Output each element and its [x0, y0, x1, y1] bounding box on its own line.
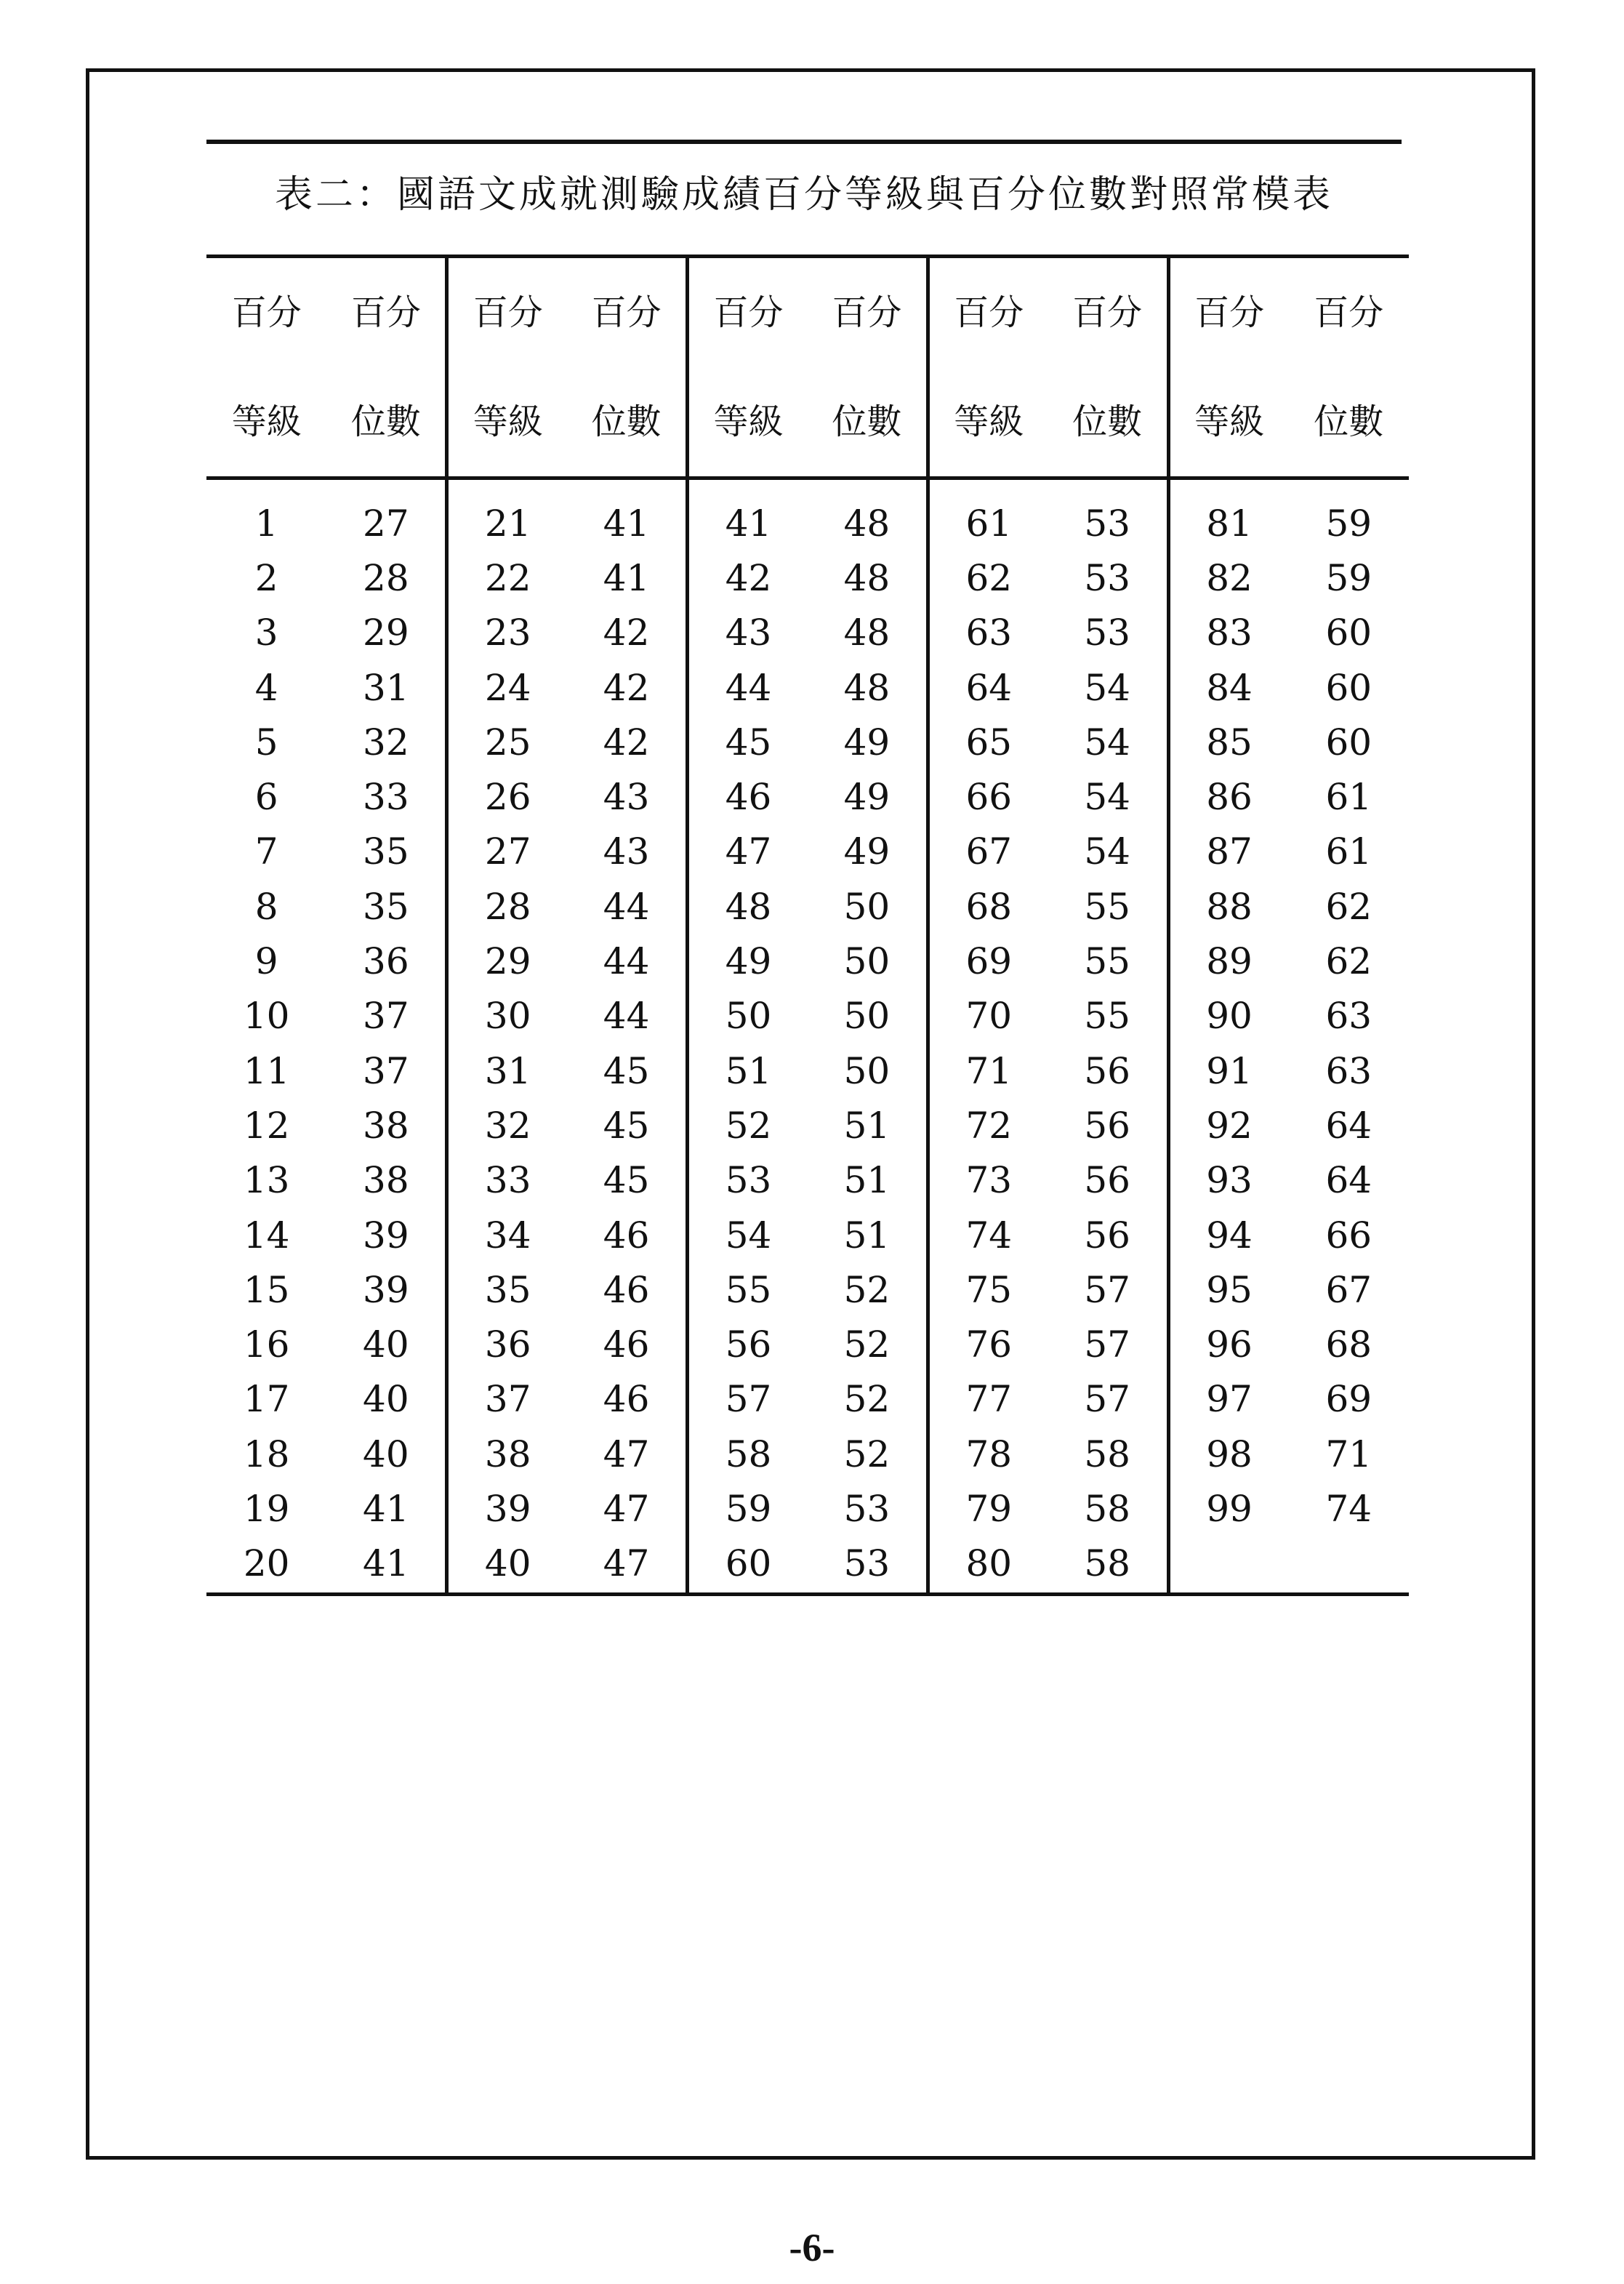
cell-rank: 50: [725, 995, 772, 1038]
header-percentile-rank: [447, 257, 567, 478]
cell-rank: 31: [484, 1049, 531, 1092]
cell-rank: 22: [484, 556, 531, 599]
cell-score: 31: [326, 660, 446, 715]
cell-rank: 73: [965, 1159, 1013, 1202]
table-row: [206, 989, 1409, 1043]
cell-score: 52: [808, 1317, 928, 1371]
cell-rank: 11: [243, 1049, 290, 1092]
table-row: [206, 1427, 1409, 1481]
cell-score: 44: [567, 989, 687, 1043]
cell-rank: 10: [243, 995, 290, 1038]
cell-score: 58: [1048, 1427, 1168, 1481]
cell-rank: 63: [965, 612, 1013, 654]
cell-score: 49: [808, 825, 928, 879]
table-title: 表二：國語文成就測驗成績百分等級與百分位數對照常模表: [274, 173, 1333, 217]
table-row: [206, 1481, 1409, 1536]
norm-table: [206, 255, 1409, 1596]
header-line2: 位數: [1314, 401, 1384, 442]
table-row: [206, 1262, 1409, 1317]
cell-score: 58: [1048, 1536, 1168, 1595]
cell-rank: 77: [965, 1378, 1013, 1421]
cell-score: 50: [808, 989, 928, 1043]
table-row: [206, 1208, 1409, 1262]
cell-rank: 84: [1206, 666, 1253, 709]
cell-score: 48: [808, 478, 928, 551]
cell-score: 41: [326, 1536, 446, 1595]
cell-rank: 35: [484, 1268, 531, 1311]
cell-score: 53: [1048, 606, 1168, 660]
header-line2: 等級: [1194, 401, 1265, 442]
cell-rank: 55: [725, 1268, 772, 1311]
cell-rank: 95: [1206, 1268, 1253, 1311]
cell-rank: 33: [484, 1159, 531, 1202]
cell-rank: 94: [1206, 1214, 1253, 1257]
cell-rank: 14: [243, 1214, 290, 1257]
header-line2: 位數: [832, 401, 902, 442]
cell-rank: 26: [484, 776, 531, 819]
cell-score: 29: [326, 606, 446, 660]
cell-rank: 69: [965, 940, 1013, 983]
cell-rank: 45: [725, 721, 772, 764]
cell-score: 54: [1048, 660, 1168, 715]
cell-score: 64: [1325, 1104, 1372, 1147]
cell-score: 58: [1048, 1481, 1168, 1536]
cell-score: 57: [1048, 1372, 1168, 1427]
norm-table-container: [206, 255, 1409, 1596]
cell-rank: 40: [484, 1542, 531, 1585]
cell-score: 40: [326, 1372, 446, 1427]
cell-score: 46: [567, 1372, 687, 1427]
header-line1: 百分: [713, 292, 784, 333]
cell-rank: 48: [725, 885, 772, 928]
cell-score: 60: [1325, 612, 1372, 654]
cell-rank: 88: [1206, 885, 1253, 928]
cell-score: 46: [567, 1262, 687, 1317]
cell-score: 42: [567, 660, 687, 715]
cell-score: 44: [567, 879, 687, 934]
table-row: [206, 550, 1409, 605]
table-row: [206, 1536, 1409, 1595]
cell-score: 45: [567, 1153, 687, 1208]
cell-rank: 8: [254, 885, 278, 928]
cell-score: 67: [1325, 1268, 1372, 1311]
cell-score: 69: [1325, 1378, 1372, 1421]
table-row: [206, 934, 1409, 988]
cell-rank: 76: [965, 1323, 1013, 1366]
cell-score: 53: [808, 1481, 928, 1536]
cell-rank: 78: [965, 1432, 1013, 1475]
cell-score: 46: [567, 1317, 687, 1371]
cell-rank: 62: [965, 556, 1013, 599]
header-percentile-score: [326, 257, 446, 478]
header-line1: 百分: [473, 292, 543, 333]
table-body: [206, 478, 1409, 1595]
cell-score: 38: [326, 1153, 446, 1208]
cell-score: 71: [1325, 1432, 1372, 1475]
cell-score: 35: [326, 825, 446, 879]
cell-score: 39: [326, 1262, 446, 1317]
cell-score: 41: [567, 550, 687, 605]
cell-score: 28: [326, 550, 446, 605]
header-row: [206, 257, 1409, 478]
cell-rank: 27: [484, 830, 531, 873]
header-line1: 百分: [954, 292, 1024, 333]
table-row: [206, 660, 1409, 715]
cell-score: 57: [1048, 1317, 1168, 1371]
cell-score: 45: [567, 1043, 687, 1098]
header-line2: 等級: [954, 401, 1024, 442]
cell-rank: 80: [965, 1542, 1013, 1585]
header-line2: 位數: [350, 401, 421, 442]
cell-score: 56: [1048, 1153, 1168, 1208]
cell-score: 62: [1325, 885, 1372, 928]
cell-rank: 13: [243, 1159, 290, 1202]
cell-rank: 70: [965, 995, 1013, 1038]
cell-rank: 66: [965, 776, 1013, 819]
cell-score: 48: [808, 606, 928, 660]
cell-score: 57: [1048, 1262, 1168, 1317]
cell-score: 48: [808, 550, 928, 605]
cell-rank: 97: [1206, 1378, 1253, 1421]
header-line2: 位數: [591, 401, 662, 442]
cell-score: 40: [326, 1317, 446, 1371]
cell-rank: 28: [484, 885, 531, 928]
header-line1: 百分: [350, 292, 421, 333]
header-percentile-rank: [1168, 257, 1288, 478]
cell-score: 50: [808, 879, 928, 934]
cell-rank: 7: [254, 830, 278, 873]
cell-score: 39: [326, 1208, 446, 1262]
cell-score: 50: [808, 934, 928, 988]
cell-score: 36: [326, 934, 446, 988]
cell-score: 54: [1048, 715, 1168, 769]
cell-rank: 87: [1206, 830, 1253, 873]
cell-rank: 93: [1206, 1159, 1253, 1202]
cell-rank: 1: [254, 502, 278, 545]
cell-score: 35: [326, 879, 446, 934]
cell-score: 43: [567, 769, 687, 824]
cell-score: 41: [326, 1481, 446, 1536]
cell-rank: 5: [254, 721, 278, 764]
cell-score: 33: [326, 769, 446, 824]
title-rule: [206, 140, 1402, 144]
table-row: [206, 825, 1409, 879]
header-percentile-rank: [206, 257, 326, 478]
cell-score: 59: [1325, 502, 1372, 545]
cell-rank: 30: [484, 995, 531, 1038]
cell-score: 46: [567, 1208, 687, 1262]
table-row: [206, 769, 1409, 824]
cell-score: 41: [567, 478, 687, 551]
cell-rank: 74: [965, 1214, 1013, 1257]
cell-rank: 85: [1206, 721, 1253, 764]
table-row: [206, 715, 1409, 769]
cell-score: 51: [808, 1208, 928, 1262]
cell-rank: 91: [1206, 1049, 1253, 1092]
cell-rank: 96: [1206, 1323, 1253, 1366]
cell-rank: 9: [254, 940, 278, 983]
cell-score: 74: [1325, 1487, 1372, 1530]
header-line1: 百分: [1194, 292, 1265, 333]
cell-score: 62: [1325, 940, 1372, 983]
cell-rank: 99: [1206, 1487, 1253, 1530]
cell-rank: 61: [965, 502, 1013, 545]
cell-score: 61: [1325, 776, 1372, 819]
cell-rank: 24: [484, 666, 531, 709]
cell-score: 47: [567, 1481, 687, 1536]
cell-score: 60: [1325, 666, 1372, 709]
table-row: [206, 478, 1409, 551]
cell-score: 55: [1048, 934, 1168, 988]
cell-rank: 59: [725, 1487, 772, 1530]
header-percentile-rank: [688, 257, 808, 478]
cell-score: 52: [808, 1372, 928, 1427]
cell-rank: 43: [725, 612, 772, 654]
cell-rank: 53: [725, 1159, 772, 1202]
cell-rank: 52: [725, 1104, 772, 1147]
cell-score: 64: [1325, 1159, 1372, 1202]
cell-rank: 46: [725, 776, 772, 819]
cell-rank: 79: [965, 1487, 1013, 1530]
cell-rank: 23: [484, 612, 531, 654]
cell-rank: 71: [965, 1049, 1013, 1092]
cell-score: 51: [808, 1153, 928, 1208]
cell-rank: 58: [725, 1432, 772, 1475]
cell-rank: 3: [254, 612, 278, 654]
header-line2: 等級: [713, 401, 784, 442]
cell-rank: 16: [243, 1323, 290, 1366]
cell-rank: 89: [1206, 940, 1253, 983]
cell-rank: 57: [725, 1378, 772, 1421]
cell-rank: 67: [965, 830, 1013, 873]
header-percentile-score: [567, 257, 687, 478]
cell-rank: 90: [1206, 995, 1253, 1038]
table-row: [206, 879, 1409, 934]
header-percentile-rank: [928, 257, 1048, 478]
table-row: [206, 1372, 1409, 1427]
cell-score: 56: [1048, 1098, 1168, 1153]
cell-rank: 92: [1206, 1104, 1253, 1147]
header-line2: 位數: [1072, 401, 1143, 442]
cell-rank: 38: [484, 1432, 531, 1475]
table-row: [206, 1098, 1409, 1153]
cell-rank: 51: [725, 1049, 772, 1092]
table-row: [206, 1153, 1409, 1208]
cell-rank: 19: [243, 1487, 290, 1530]
cell-score: 40: [326, 1427, 446, 1481]
cell-score: 55: [1048, 879, 1168, 934]
cell-score: [1289, 1536, 1409, 1595]
header-line1: 百分: [231, 292, 302, 333]
cell-rank: 54: [725, 1214, 772, 1257]
cell-score: 56: [1048, 1043, 1168, 1098]
cell-rank: 12: [243, 1104, 290, 1147]
table-row: [206, 1317, 1409, 1371]
cell-score: 56: [1048, 1208, 1168, 1262]
cell-rank: 2: [254, 556, 278, 599]
cell-score: 63: [1325, 995, 1372, 1038]
cell-rank: 75: [965, 1268, 1013, 1311]
cell-rank: 81: [1206, 502, 1253, 545]
cell-score: 59: [1325, 556, 1372, 599]
cell-score: 49: [808, 715, 928, 769]
cell-score: 38: [326, 1098, 446, 1153]
cell-score: 32: [326, 715, 446, 769]
table-row: [206, 606, 1409, 660]
cell-score: 47: [567, 1427, 687, 1481]
cell-score: 49: [808, 769, 928, 824]
cell-score: 44: [567, 934, 687, 988]
cell-score: 42: [567, 606, 687, 660]
cell-rank: 36: [484, 1323, 531, 1366]
cell-rank: 72: [965, 1104, 1013, 1147]
cell-rank: 42: [725, 556, 772, 599]
page-number: -6-: [789, 2226, 835, 2269]
cell-rank: 6: [254, 776, 278, 819]
cell-score: 63: [1325, 1049, 1372, 1092]
header-percentile-score: [1048, 257, 1168, 478]
cell-score: 51: [808, 1098, 928, 1153]
cell-rank: [1168, 1536, 1288, 1595]
cell-rank: 18: [243, 1432, 290, 1475]
cell-rank: 83: [1206, 612, 1253, 654]
cell-rank: 68: [965, 885, 1013, 928]
cell-score: 48: [808, 660, 928, 715]
header-line2: 等級: [231, 401, 302, 442]
cell-rank: 39: [484, 1487, 531, 1530]
cell-rank: 21: [484, 502, 531, 545]
cell-score: 43: [567, 825, 687, 879]
cell-score: 60: [1325, 721, 1372, 764]
cell-rank: 17: [243, 1378, 290, 1421]
cell-rank: 56: [725, 1323, 772, 1366]
cell-score: 52: [808, 1262, 928, 1317]
cell-rank: 49: [725, 940, 772, 983]
cell-rank: 82: [1206, 556, 1253, 599]
cell-score: 54: [1048, 825, 1168, 879]
cell-score: 53: [1048, 478, 1168, 551]
header-line1: 百分: [832, 292, 902, 333]
cell-score: 27: [326, 478, 446, 551]
cell-rank: 15: [243, 1268, 290, 1311]
cell-rank: 86: [1206, 776, 1253, 819]
header-percentile-score: [1289, 257, 1409, 478]
cell-score: 61: [1325, 830, 1372, 873]
cell-score: 55: [1048, 989, 1168, 1043]
header-line2: 等級: [473, 401, 543, 442]
cell-score: 37: [326, 989, 446, 1043]
header-line1: 百分: [1072, 292, 1143, 333]
header-line1: 百分: [1314, 292, 1384, 333]
cell-score: 50: [808, 1043, 928, 1098]
cell-score: 54: [1048, 769, 1168, 824]
cell-rank: 20: [243, 1542, 290, 1585]
cell-rank: 34: [484, 1214, 531, 1257]
cell-rank: 47: [725, 830, 772, 873]
cell-rank: 32: [484, 1104, 531, 1147]
cell-score: 47: [567, 1536, 687, 1595]
cell-rank: 64: [965, 666, 1013, 709]
cell-score: 66: [1325, 1214, 1372, 1257]
table-row: [206, 1043, 1409, 1098]
cell-rank: 65: [965, 721, 1013, 764]
cell-score: 53: [1048, 550, 1168, 605]
cell-rank: 29: [484, 940, 531, 983]
header-percentile-score: [808, 257, 928, 478]
cell-score: 52: [808, 1427, 928, 1481]
cell-rank: 60: [725, 1542, 772, 1585]
cell-rank: 4: [254, 666, 278, 709]
cell-score: 45: [567, 1098, 687, 1153]
cell-rank: 41: [725, 502, 772, 545]
cell-rank: 44: [725, 666, 772, 709]
cell-score: 53: [808, 1536, 928, 1595]
cell-score: 37: [326, 1043, 446, 1098]
cell-rank: 98: [1206, 1432, 1253, 1475]
cell-score: 68: [1325, 1323, 1372, 1366]
cell-rank: 25: [484, 721, 531, 764]
cell-score: 42: [567, 715, 687, 769]
header-line1: 百分: [591, 292, 662, 333]
cell-rank: 37: [484, 1378, 531, 1421]
